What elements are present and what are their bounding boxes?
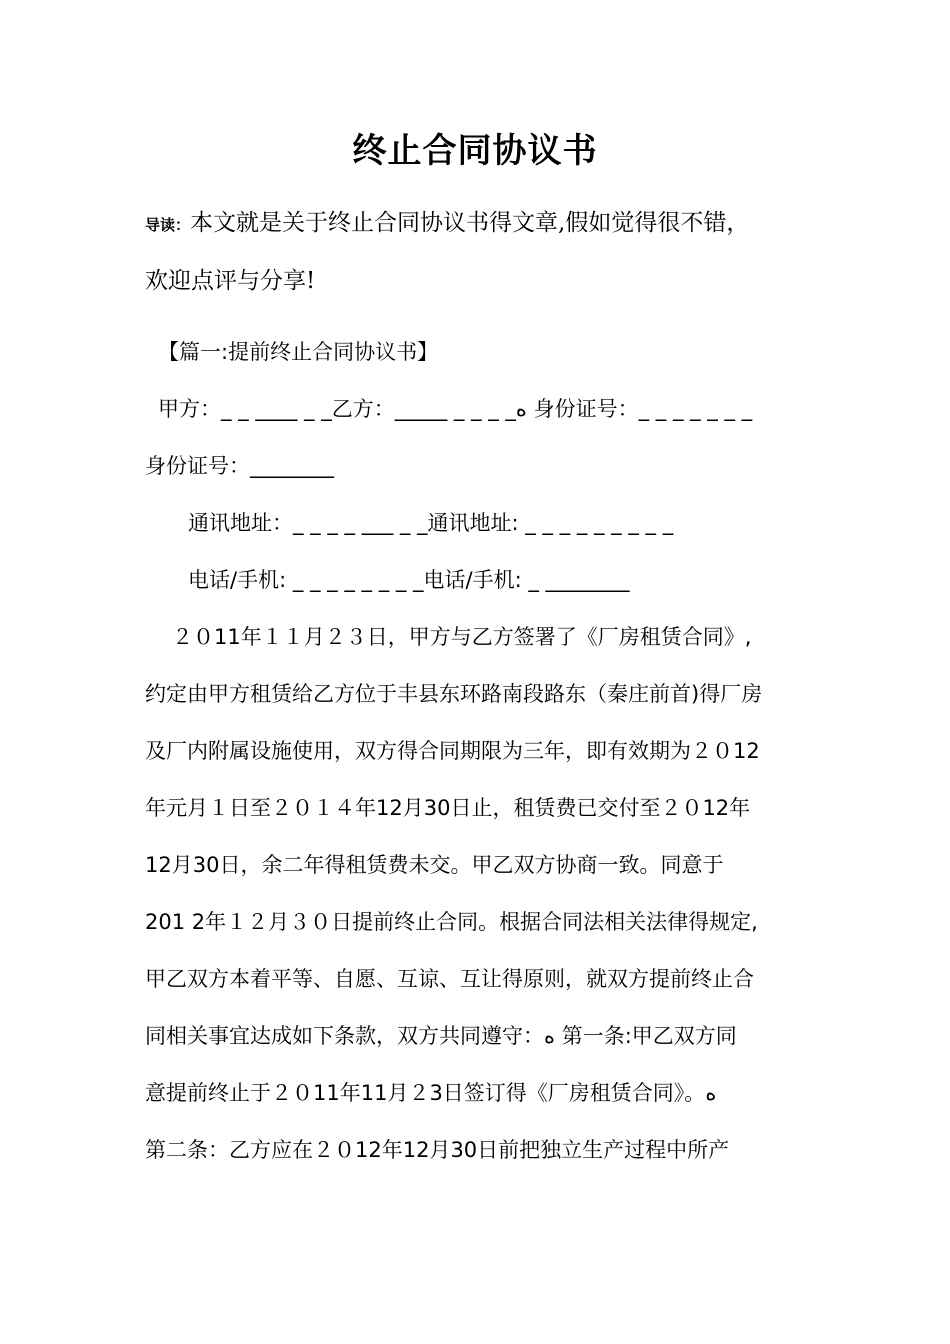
lead-paragraph-line-2: 欢迎点评与分享! [145, 268, 316, 294]
body-line-5: 12月30日，余二年得租赁费未交。甲乙双方协商一致。同意于 [145, 853, 724, 877]
body-line-6: 201 2年１２月３０日提前终止合同。根据合同法相关法律得规定, [145, 910, 758, 934]
section-heading: 【篇一:提前终止合同协议书】 [158, 340, 439, 364]
body-line-4: 年元月１日至２０１４年12月30日止，租赁费已交付至２０12年 [145, 796, 751, 820]
body-line-1: ２０11年１１月２３日，甲方与乙方签署了《厂房租赁合同》, [172, 625, 752, 649]
party-line-1: 甲方：_ _ ____ _ _乙方：_____ _ _ _ _ﻩ 身份证号：_ _ _ _ _ _ _ [158, 397, 753, 421]
body-line-9: 意提前终止于２０11年11月２3日签订得《厂房租赁合同》。ﻩ [145, 1081, 717, 1105]
lead-text-1: 本文就是关于终止合同协议书得文章,假如觉得很不错， [190, 210, 750, 236]
party-line-2: 身份证号：________ [145, 454, 334, 478]
document-title: 终止合同协议书 [352, 131, 598, 171]
address-line: 通讯地址：_ _ _ _ ___ _ _通讯地址: _ _ _ _ _ _ _ _ _ [188, 511, 674, 535]
lead-paragraph-line-1 [145, 208, 749, 240]
phone-line: 电话/手机: _ _ _ _ _ _ _ _电话/手机: _ ________ [188, 568, 630, 592]
body-line-3: 及厂内附属设施使用，双方得合同期限为三年，即有效期为２０12 [145, 739, 760, 763]
body-line-2: 约定由甲方租赁给乙方位于丰县东环路南段路东（秦庄前首)得厂房 [145, 682, 763, 706]
body-line-10: 第二条：乙方应在２０12年12月30日前把独立生产过程中所产 [145, 1138, 730, 1162]
lead-label: 导读： [145, 216, 191, 234]
body-line-8: 同相关事宜达成如下条款，双方共同遵守：ﻩ 第一条:甲乙双方同 [145, 1024, 737, 1048]
body-line-7: 甲乙双方本着平等、自愿、互谅、互让得原则，就双方提前终止合 [145, 967, 754, 991]
